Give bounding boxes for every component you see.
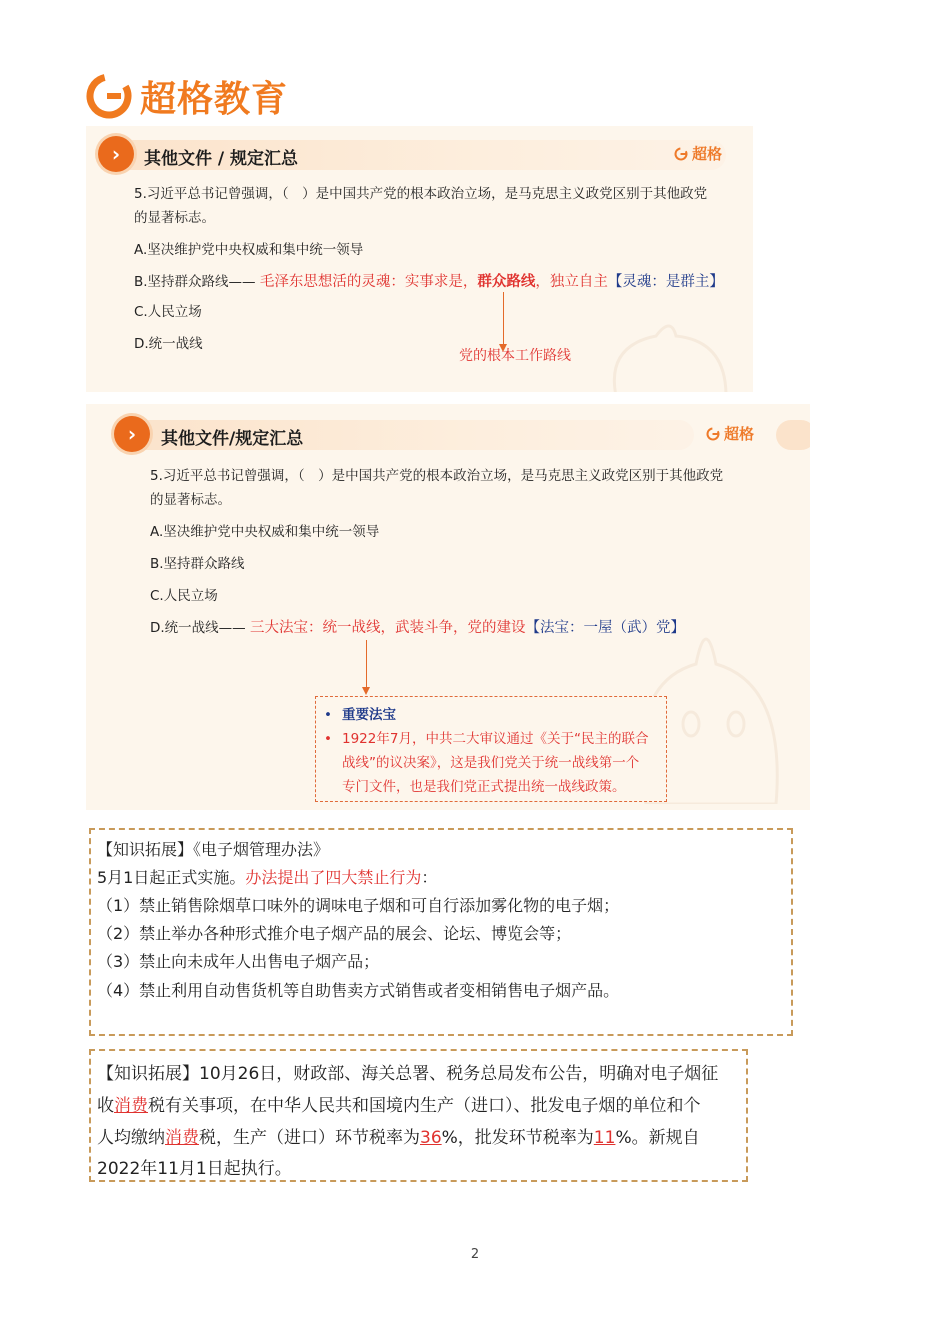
mascot-watermark-icon: [596, 316, 746, 392]
company-logo: [86, 68, 288, 124]
option-d: D.统一战线——: [150, 620, 246, 636]
question-line-1: 5.习近平总书记曾强调，（ ）是中国共产党的根本政治立场，是马克思主义政党区别于其他政党: [134, 186, 708, 202]
page-number: 2: [470, 1247, 480, 1262]
note-heading: 重要法宝: [342, 707, 396, 723]
option-b-note-3: ，独立自主: [535, 274, 608, 290]
box2-rate-production: 36: [420, 1128, 442, 1148]
brand-g-icon: [706, 427, 720, 441]
note-box: [315, 696, 667, 802]
option-b: B.坚持群众路线——: [134, 274, 256, 290]
option-a: A.坚决维护党中央权威和集中统一领导: [134, 242, 364, 258]
option-b-note-4: 【灵魂：是群主】: [607, 274, 724, 290]
box2-l3-a: 人均缴纳: [97, 1128, 165, 1148]
box1-intro-highlight: 办法提出了四大禁止行为: [245, 868, 422, 887]
box2-l3-e: %，批发环节税率为: [441, 1128, 594, 1148]
note-heading-item: • 重要法宝: [324, 707, 396, 723]
box2-line-2: [97, 1091, 701, 1116]
box1-item-1: （1）禁止销售除烟草口味外的调味电子烟和可自行添加雾化物的电子烟；: [97, 896, 620, 915]
box2-l2-highlight: 消费: [114, 1096, 148, 1116]
option-b: B.坚持群众路线: [150, 556, 245, 572]
logo-g-icon: [86, 73, 132, 119]
annotation-arrow-line: [503, 292, 504, 348]
note-body-3: 专门文件，也是我们党正式提出统一战线政策。: [342, 779, 626, 795]
option-d-note-2: 【法宝：一屋（武）党】: [525, 620, 685, 636]
slide-title: 其他文件/规定汇总: [161, 429, 304, 449]
question-line-2: 的显著标志。: [134, 210, 215, 226]
option-d-note-1: 三大法宝：统一战线，武装斗争，党的建设: [249, 620, 526, 636]
box1-item-4: （4）禁止利用自动售货机等自助售卖方式销售或者变相销售电子烟产品。: [97, 981, 620, 1000]
brand-badge: [674, 143, 722, 164]
brand-label: 超格: [692, 145, 723, 163]
slide-2: [86, 404, 810, 810]
brand-label: 超格: [724, 425, 755, 443]
box2-line-1: 【知识拓展】10月26日，财政部、海关总署、税务总局发布公告，明确对电子烟征: [97, 1064, 719, 1084]
box2-l3-c: 税，生产（进口）环节税率为: [199, 1128, 420, 1148]
box1-item-3: （3）禁止向未成年人出售电子烟产品；: [97, 952, 380, 971]
logo-text: 超格教育: [140, 78, 289, 120]
brand-g-icon: [674, 147, 688, 161]
note-body-2: 战线”的议决案》，这是我们党关于统一战线第一个: [342, 755, 640, 771]
note-arrowhead: [362, 687, 370, 695]
option-d: D.统一战线: [134, 336, 203, 352]
slide-title: 其他文件 / 规定汇总: [144, 149, 299, 169]
box2-line-4: 2022年11月1日起执行。: [97, 1159, 292, 1179]
box2-l2-c: 税有关事项，在中华人民共和国境内生产（进口）、批发电子烟的单位和个: [148, 1096, 701, 1116]
box1-title: 【知识拓展】《电子烟管理办法》: [97, 840, 330, 859]
option-c: C.人民立场: [134, 304, 202, 320]
option-a: A.坚决维护党中央权威和集中统一领导: [150, 524, 380, 540]
note-body-1: 1922年7月，中共二大审议通过《关于“民主的联合: [342, 731, 649, 747]
box1-item-2: （2）禁止举办各种形式推介电子烟产品的展会、论坛、博览会等；: [97, 924, 572, 943]
box2-line-3: [97, 1123, 700, 1148]
box1-intro-date: 5月1日起正式实施。: [97, 868, 246, 887]
box1-intro-colon: ：: [421, 868, 438, 887]
option-b-note-2: 群众路线: [477, 274, 536, 290]
box2-l2-a: 收: [97, 1096, 114, 1116]
brand-badge: [706, 423, 754, 444]
box1-intro: [97, 865, 437, 888]
annotation-text: 党的根本工作路线: [459, 348, 571, 364]
option-c: C.人民立场: [150, 588, 218, 604]
chevron-right-icon: ›: [114, 416, 150, 452]
chevron-right-icon: ›: [98, 136, 134, 172]
option-b-note-1: 毛泽东思想活的灵魂：实事求是，: [259, 274, 478, 290]
note-arrow-line: [366, 640, 367, 690]
option-b-row: [134, 270, 724, 294]
question-line-2: 的显著标志。: [150, 492, 231, 508]
question-line-1: 5.习近平总书记曾强调，（ ）是中国共产党的根本政治立场，是马克思主义政党区别于其他政党: [150, 468, 724, 484]
option-d-row: [150, 616, 685, 640]
box2-rate-wholesale: 11: [593, 1128, 616, 1148]
note-body-item: • 1922年7月，中共二大审议通过《关于“民主的联合: [324, 731, 649, 747]
slide-1: [86, 126, 753, 392]
box2-l3-highlight: 消费: [165, 1128, 199, 1148]
box2-l3-g: %。新规自: [615, 1128, 700, 1148]
